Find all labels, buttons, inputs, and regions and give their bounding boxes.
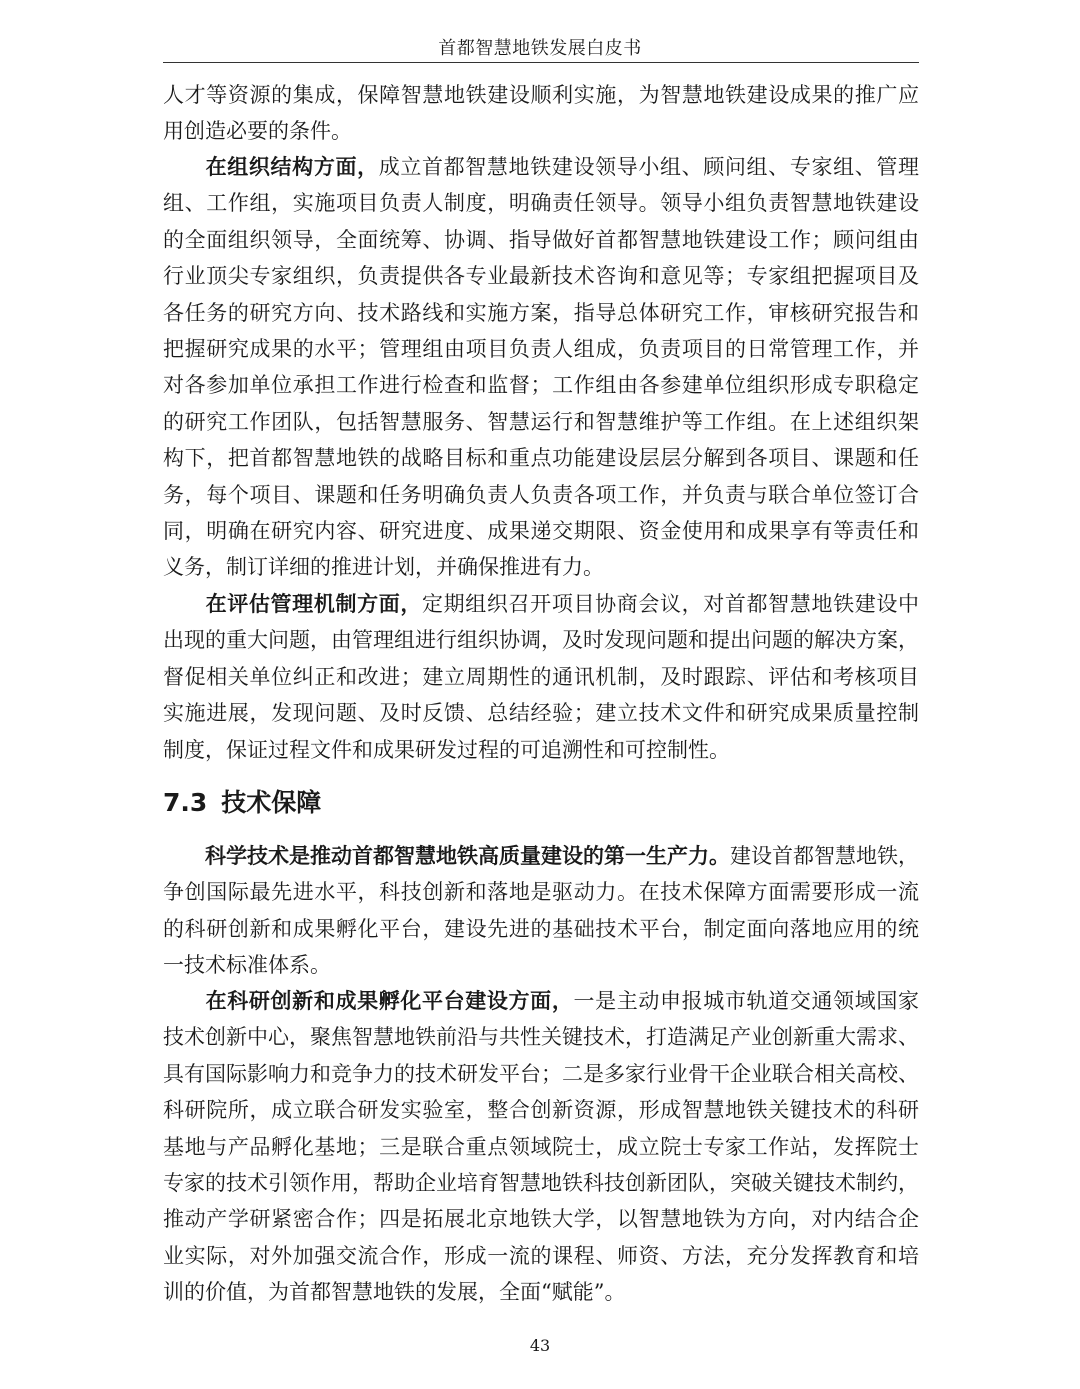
text-line: 基地与产品孵化基地；三是联合重点领域院士，成立院士专家工作站，发挥院士 [163,1134,919,1159]
paragraph-continuation [163,77,919,150]
text-line: 人才等资源的集成，保障智慧地铁建设顺利实施，为智慧地铁建设成果的推广应 [163,83,919,107]
text-line: 争创国际最先进水平，科技创新和落地是驱动力。在技术保障方面需要形成一流 [163,880,919,905]
text-line: 对各参加单位承担工作进行检查和监督；工作组由各参建单位组织形成专职稳定 [163,373,919,398]
text-line: 专家的技术引领作用，帮助企业培育智慧地铁科技创新团队，突破关键技术制约， [163,1170,919,1195]
text-line: 行业顶尖专家组织，负责提供各专业最新技术咨询和意见等；专家组把握项目及 [163,264,919,289]
section-title-text: 技术保障 [221,788,322,817]
text-fragment: 一是主动申报城市轨道交通领域国家 [573,989,919,1013]
text-fragment: 成立首都智慧地铁建设领导小组、顾问组、专家组、管理 [378,155,920,179]
text-line: 督促相关单位纠正和改进；建立周期性的通讯机制，及时跟踪、评估和考核项目 [163,664,919,689]
paragraph-research-platforms [163,983,919,1311]
text-line: 义务，制订详细的推进计划，并确保推进有力。 [163,555,604,580]
text-line: 用创造必要的条件。 [163,119,352,144]
text-line: 各任务的研究方向、技术路线和实施方案，指导总体研究工作，审核研究报告和 [163,300,919,325]
text-line: 同，明确在研究内容、研究进度、成果递交期限、资金使用和成果享有等责任和 [163,518,919,543]
paragraph-lead: 在科研创新和成果孵化平台建设方面， [205,988,574,1013]
text-line: 一技术标准体系。 [163,953,331,978]
text-fragment: 定期组织召开项目协商会议，对首都智慧地铁建设中 [422,592,919,616]
paragraph-lead: 在组织结构方面， [205,154,379,179]
section-heading [163,783,321,819]
text-line [163,586,919,622]
section-number: 7.3 [163,788,208,817]
text-line: 构下，把首都智慧地铁的战略目标和重点功能建设层层分解到各项目、课题和任 [163,446,919,471]
text-line: 具有国际影响力和竞争力的技术研发平台；二是多家行业骨干企业联合相关高校、 [163,1061,919,1086]
text-line [163,983,919,1019]
text-line: 业实际，对外加强交流合作，形成一流的课程、师资、方法，充分发挥教育和培 [163,1243,919,1268]
text-fragment: 建设首都智慧地铁， [730,844,919,868]
text-line: 实施进展，发现问题、及时反馈、总结经验；建立技术文件和研究成果质量控制 [163,701,919,726]
text-line: 推动产学研紧密合作；四是拓展北京地铁大学，以智慧地铁为方向，对内结合企 [163,1207,919,1232]
text-line: 制度，保证过程文件和成果研发过程的可追溯性和可控制性。 [163,737,730,762]
paragraph-technology-intro [163,838,919,984]
paragraph-evaluation-mechanism [163,586,919,768]
text-line: 的全面组织领导，全面统筹、协调、指导做好首都智慧地铁建设工作；顾问组由 [163,227,919,252]
paragraph-organization-structure [163,149,919,586]
text-line: 务，每个项目、课题和任务明确负责人负责各项工作，并负责与联合单位签订合 [163,482,919,507]
page-header-title: 首都智慧地铁发展白皮书 [438,38,642,59]
text-line: 的研究工作团队，包括智慧服务、智慧运行和智慧维护等工作组。在上述组织架 [163,409,919,434]
header-divider [163,62,919,63]
paragraph-lead: 在评估管理机制方面， [205,591,422,616]
text-line [163,838,919,874]
text-line [163,149,919,185]
text-line: 出现的重大问题，由管理组进行组织协调，及时发现问题和提出问题的解决方案， [163,628,919,653]
text-line: 把握研究成果的水平；管理组由项目负责人组成，负责项目的日常管理工作，并 [163,336,919,361]
text-line: 的科研创新和成果孵化平台，建设先进的基础技术平台，制定面向落地应用的统 [163,916,919,941]
paragraph-lead: 科学技术是推动首都智慧地铁高质量建设的第一生产力。 [205,843,730,868]
page-number: 43 [529,1336,551,1355]
text-line: 组、工作组，实施项目负责人制度，明确责任领导。领导小组负责智慧地铁建设 [163,191,919,216]
text-line: 训的价值，为首都智慧地铁的发展，全面“赋能”。 [163,1280,626,1305]
text-line: 科研院所，成立联合研发实验室，整合创新资源，形成智慧地铁关键技术的科研 [163,1098,919,1123]
text-line: 技术创新中心，聚焦智慧地铁前沿与共性关键技术，打造满足产业创新重大需求、 [163,1025,919,1050]
